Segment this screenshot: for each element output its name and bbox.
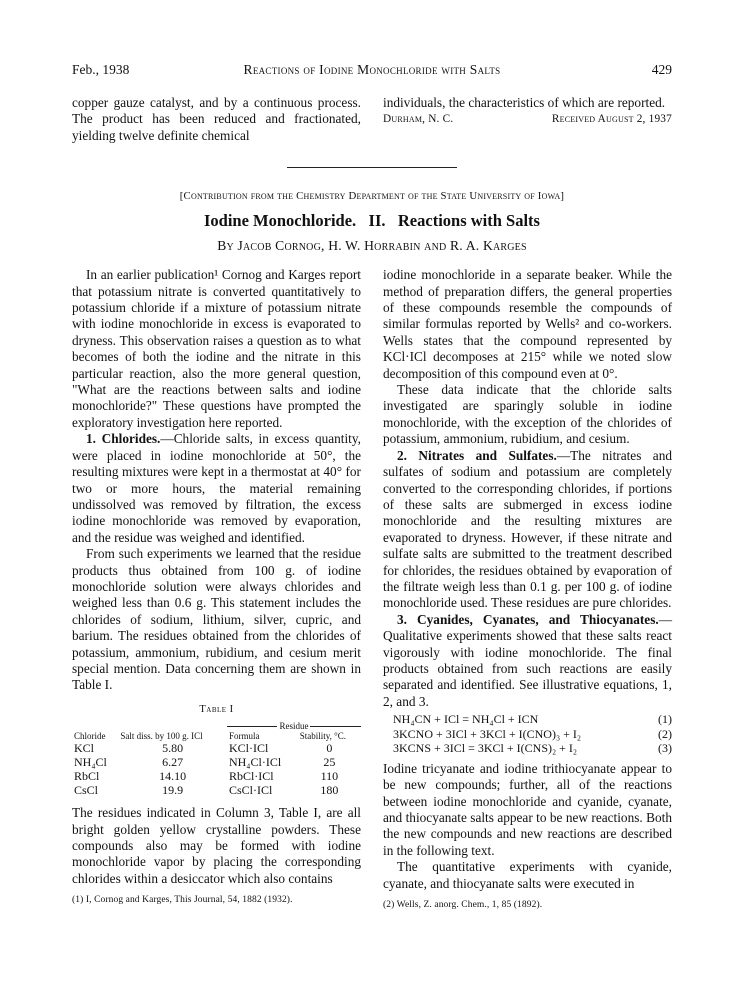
table-cell: CsCl·ICl — [228, 783, 273, 798]
table-caption: Table I — [199, 703, 234, 715]
paragraph: The residues indicated in Column 3, Table I, are all bright golden yellow crystalline powders. These compounds also may be formed with iodine monochloride vapor by placing the corresponding chlorides within a desiccator which also contains — [72, 805, 361, 886]
table-row — [72, 783, 361, 797]
column-header: Salt diss. by 100 g. ICl — [120, 731, 203, 742]
paragraph: These data indicate that the chloride salts investigated are sparingly soluble in iodine monochloride, with the exception of the chlorides of potassium, ammonium, rubidium, and cesium. — [383, 382, 672, 447]
page-number: 429 — [651, 62, 672, 77]
footnote-1: (1) I, Cornog and Karges, This Journal, 54, 1882 (1932). — [72, 895, 293, 906]
table-cell: 6.27 — [162, 755, 184, 770]
header-running-title: Reactions of Iodine Monochloride with Salts — [243, 62, 501, 77]
contribution-line: [Contribution from the Chemistry Department of the State University of Iowa] — [179, 190, 565, 203]
equation-number: (2) — [658, 726, 672, 741]
carryover-left-text: copper gauze catalyst, and by a continuous process. The product has been reduced and fractionated, yielding twelve definite chemical — [72, 95, 361, 143]
carryover-right-text: individuals, the characteristics of which are reported. — [383, 95, 666, 110]
paragraph: In an earlier publication¹ Cornog and Karges report that potassium nitrate is converted quantitatively to potassium chloride if a mixture of potassium nitrate with iodine monochloride in excess is evaporated to dryness. This observation raises a question as to what becomes of both the iodine and the nitrate in this particular reaction, also the more general question, "What are the reactions between salts and iodine monochloride?" These questions have prompted the exploratory investigation here reported. — [72, 267, 361, 430]
section-heading: 3. Cyanides, Cyanates, and Thiocyanates. — [397, 611, 659, 627]
section-text: —Chloride salts, in excess quantity, were placed in iodine monochloride at 50°, the resulting mixtures were kept in a thermostat at 40° for two or more hours, the material remaining undissolved was removed by filtration, the excess iodine monochloride was removed by evaporation, and the residue was weighed and identified. — [72, 431, 361, 545]
received-date: Received August 2, 1937 — [551, 113, 672, 126]
section-text: —Qualitative experiments showed that these salts react vigorously with iodine monochloride. The final products obtained from such reactions are easily separated and identified. See illustrative equations, 1, 2, and 3. — [383, 611, 672, 709]
article-body — [72, 267, 672, 911]
journal-page — [72, 62, 672, 911]
table-cell: CsCl — [74, 783, 99, 798]
table-row — [72, 755, 361, 769]
table-cell: KCl — [74, 741, 95, 756]
equation — [383, 741, 672, 756]
paragraph: Iodine tricyanate and iodine trithiocyanate appear to be new compounds; further, all of the reactions between iodine monochloride and cyanide, cyanate, and thiocyanate salts appear to be new reactions. Both the new compounds and new reactions are described in the following text. — [383, 760, 672, 858]
running-header — [72, 62, 672, 80]
place: Durham, N. C. — [383, 113, 454, 126]
table-cell: NH₄Cl — [74, 755, 107, 770]
received-line — [383, 111, 672, 127]
section-1 — [72, 431, 361, 546]
footnote-2: (2) Wells, Z. anorg. Chem., 1, 85 (1892). — [383, 899, 543, 910]
equation — [383, 712, 672, 727]
article-authors: By Jacob Cornog, H. W. Horrabin and R. A. Karges — [217, 238, 527, 254]
table-row — [72, 741, 361, 755]
section-heading: 2. Nitrates and Sulfates. — [397, 447, 557, 463]
paragraph: From such experiments we learned that the residue products thus obtained from 100 g. of iodine monochloride solution were always chlorides and weighed less than 0.6 g. This statement includes the chlorides of sodium, lithium, silver, cupric, and barium. The residues obtained from the chlorides of potassium, ammonium, rubidium, and cesium merit special mention. Data concerning them are shown in Table I. — [72, 546, 361, 693]
table-cell: 19.9 — [162, 783, 184, 798]
table-cell: NH₄Cl·ICl — [228, 755, 282, 770]
section-text: —The nitrates and sulfates of sodium and potassium are completely converted to the corresponding chlorides, if portions of these salts are submerged in excess iodine monochloride and the resulting mixtures are evaporated to dryness. However, if these nitrate and sulfate salts are submitted to the treatment described for chlorides, the residues obtained by evaporation of the filtrate weigh less than 0.1 g. per 100 g. of iodine monochloride used. These residues are pure chlorides. — [383, 447, 672, 611]
residue-group-header: Residue — [227, 721, 361, 731]
table-cell: 180 — [320, 783, 339, 798]
column-header: Formula — [228, 731, 260, 742]
table-cell: RbCl·ICl — [228, 769, 274, 784]
equation-text: 3KCNO + 3ICl + 3KCl + I(CNO)₃ + I₂ — [393, 726, 582, 741]
section-3 — [383, 612, 672, 710]
table-cell: 0 — [326, 741, 333, 756]
carryover-right — [383, 95, 672, 144]
section-divider — [287, 167, 457, 168]
table-cell: 5.80 — [162, 741, 184, 756]
paragraph: iodine monochloride in a separate beaker. While the method of preparation differs, the general properties of these compounds resemble the compounds of similar formulas reported by Wells² and co-workers. Wells states that the compound represented by KCl·ICl decomposes at 215° while we noted slow decomposition of this compound even at 0°. — [383, 267, 672, 381]
table-cell: 25 — [323, 755, 336, 770]
table-row — [72, 769, 361, 783]
table-group-row — [72, 721, 361, 731]
header-date: Feb., 1938 — [72, 62, 130, 77]
table-cell: KCl·ICl — [228, 741, 269, 756]
equation-text: 3KCNS + 3ICl = 3KCl + I(CNS)₂ + I₂ — [393, 741, 578, 756]
equation-number: (3) — [658, 741, 672, 756]
equation-block — [383, 712, 672, 756]
equation-text: NH₄CN + ICl = NH₄Cl + ICN — [393, 712, 539, 727]
data-table — [72, 721, 361, 797]
article-title: Iodine Monochloride. II. Reactions with Salts — [204, 211, 540, 231]
left-column — [72, 267, 361, 911]
equation — [383, 727, 672, 742]
carryover-left — [72, 95, 361, 144]
table-header-row — [72, 731, 361, 741]
column-header: Chloride — [74, 731, 106, 742]
paragraph: The quantitative experiments with cyanide, cyanate, and thiocyanate salts were executed in — [383, 859, 672, 891]
table-cell: 110 — [320, 769, 339, 784]
equation-number: (1) — [658, 712, 672, 727]
carryover-section — [72, 95, 672, 144]
table-cell: 14.10 — [159, 769, 187, 784]
column-header: Stability, °C. — [299, 731, 346, 742]
right-column — [383, 267, 672, 911]
table-cell: RbCl — [74, 769, 100, 784]
section-heading: 1. Chlorides. — [86, 431, 161, 447]
section-2 — [383, 448, 672, 612]
